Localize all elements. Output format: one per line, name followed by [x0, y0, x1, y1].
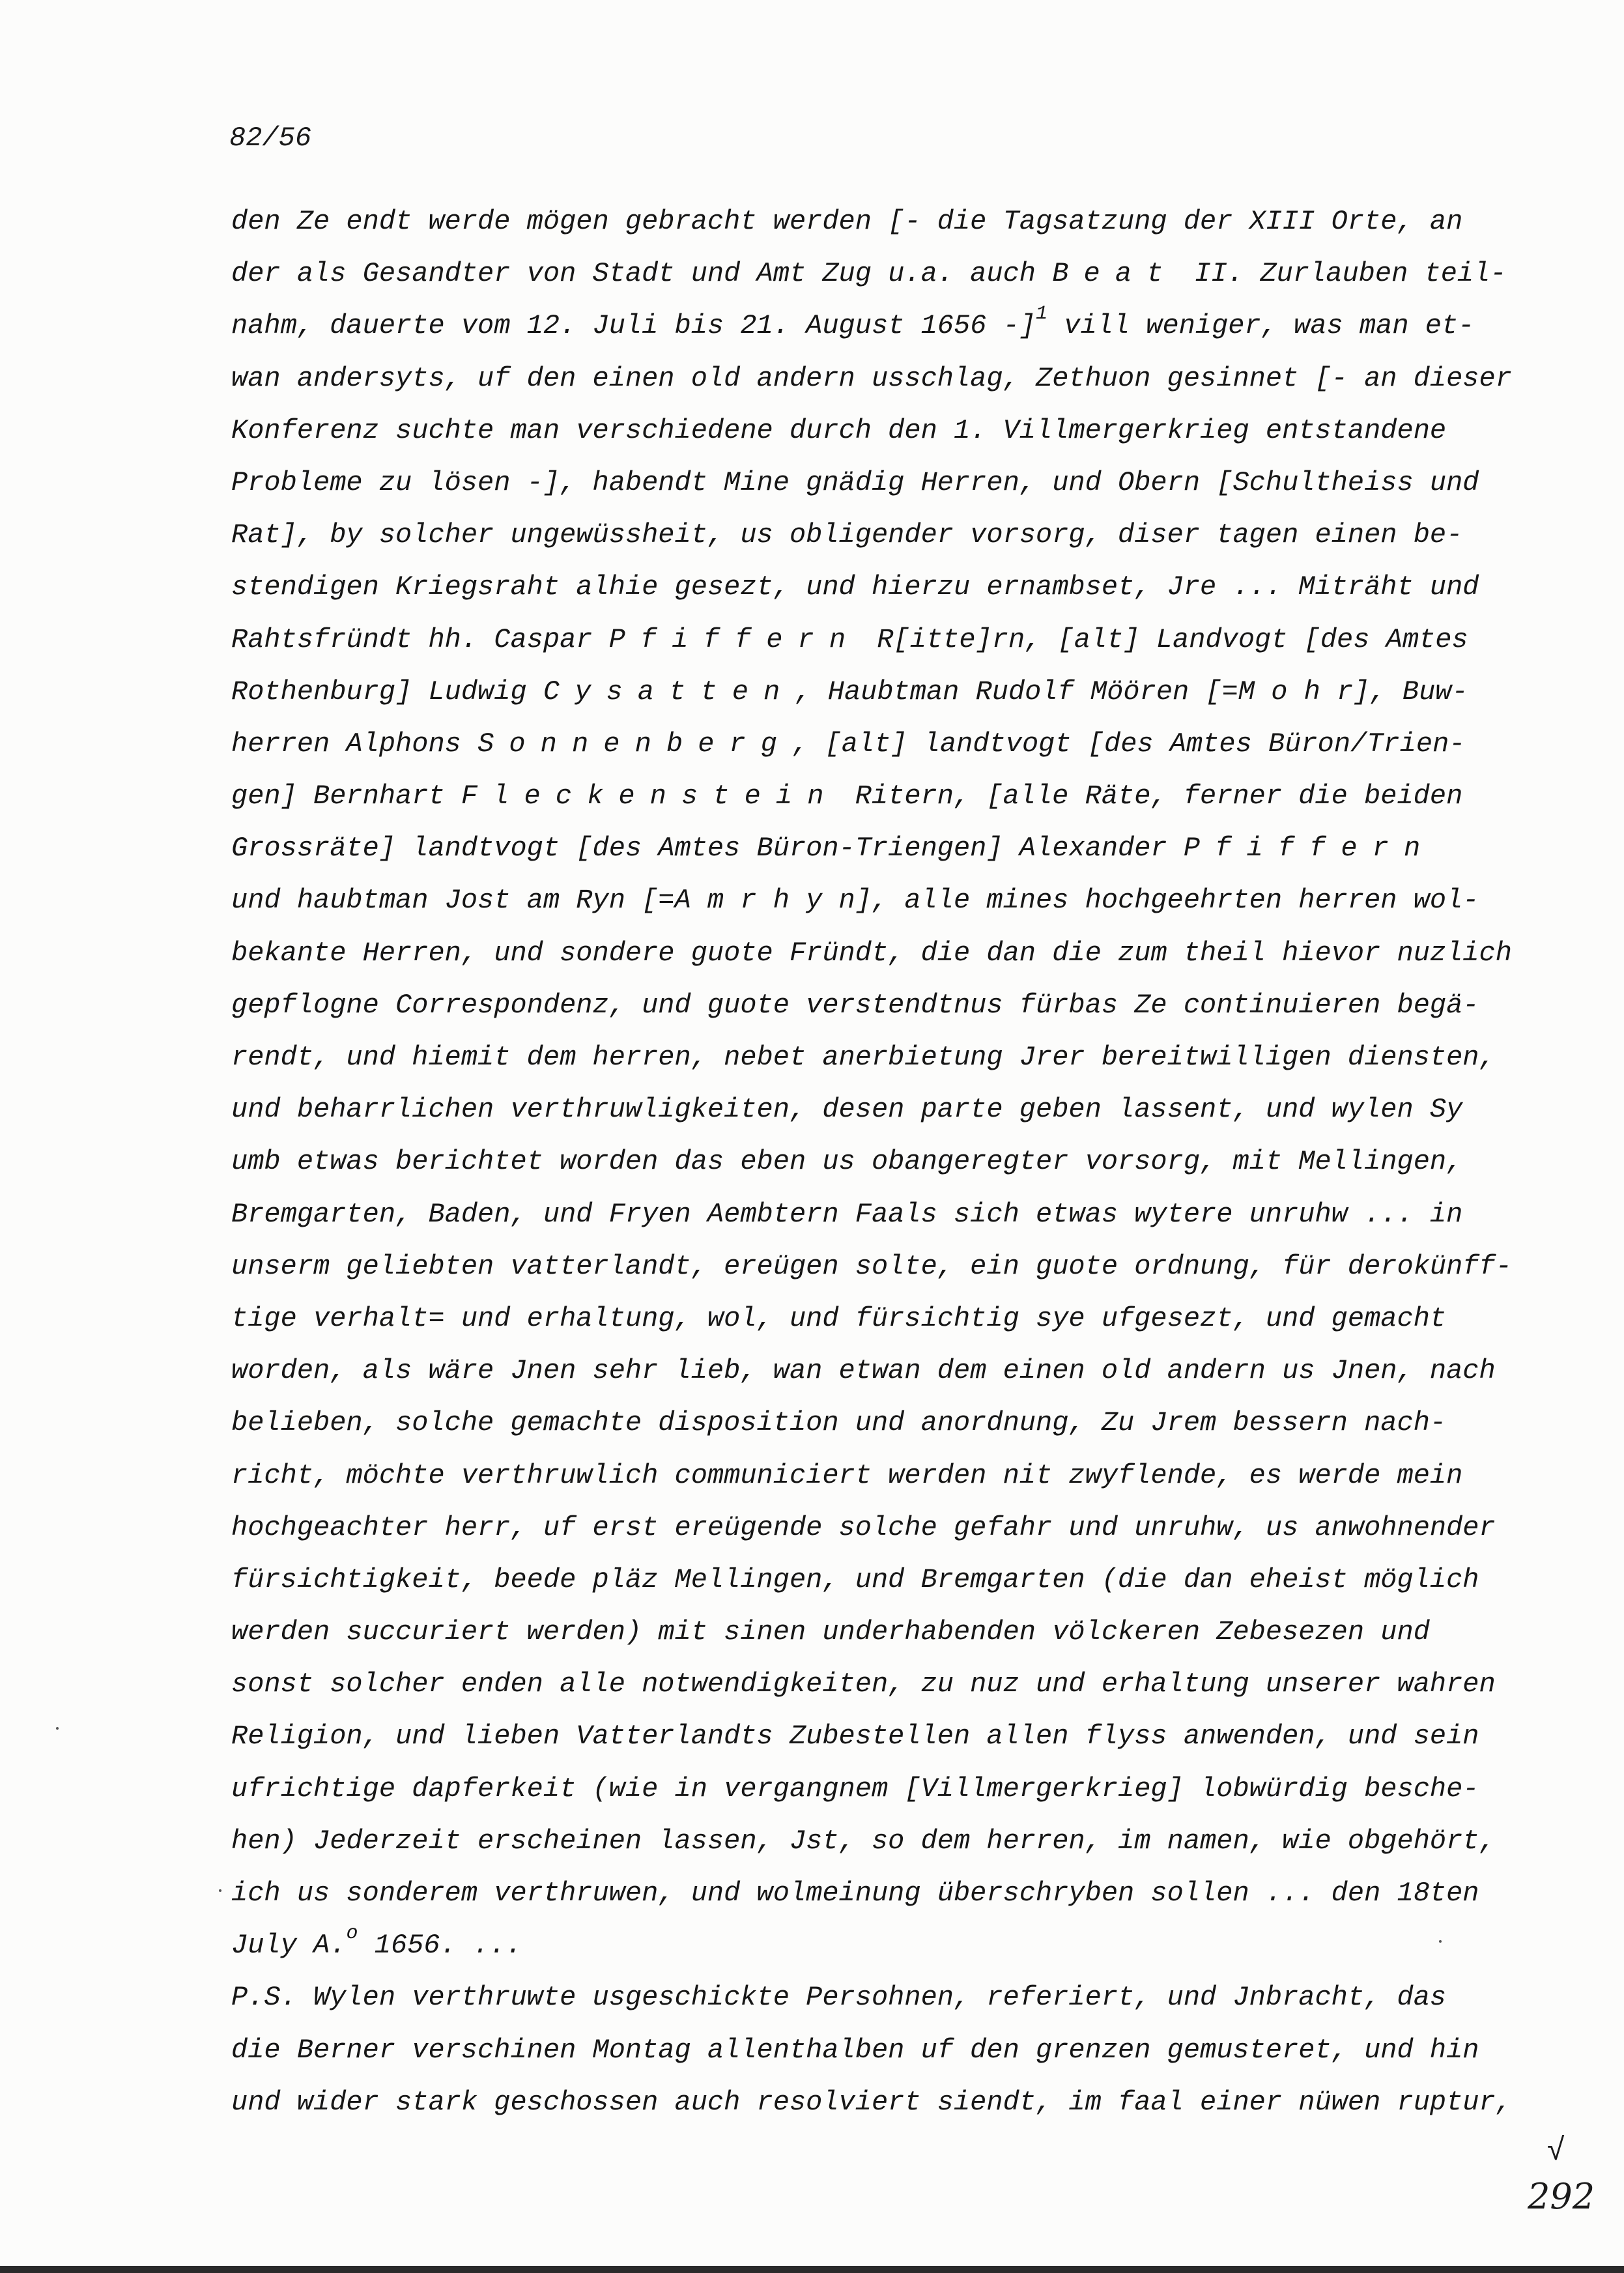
text-segment: stendigen Kriegsraht alhie gesezt, und hierzu ernambset, Jre ... Miträht und — [231, 571, 1479, 603]
text-segment: wan andersyts, uf den einen old andern usschlag, Zethuon gesinnet [- an dieser — [231, 362, 1512, 394]
text-line — [231, 457, 1547, 509]
scan-edge — [0, 2266, 1624, 2273]
text-segment: der als Gesandter von Stadt und Amt Zug u.a. auch — [231, 258, 1053, 290]
text-segment: Rothenburg] Ludwig — [231, 676, 543, 708]
text-line — [231, 509, 1547, 561]
text-line — [231, 874, 1547, 926]
superscript: o — [346, 1923, 358, 1945]
text-line — [231, 1188, 1547, 1240]
text-segment: gen] Bernhart — [231, 780, 461, 812]
text-segment: und wider stark geschossen auch resolviert siendt, im faal einer nüwen ruptur, — [231, 2086, 1512, 2118]
text-line — [231, 1606, 1547, 1658]
text-segment: Konferenz suchte man verschiedene durch den 1. Villmergerkrieg entstandene — [231, 414, 1447, 446]
handwritten-page-number: 292 — [1528, 2176, 1595, 2217]
text-line — [231, 405, 1547, 457]
text-line — [231, 1658, 1547, 1710]
scan-speck — [1439, 1940, 1442, 1943]
text-line — [231, 352, 1547, 405]
text-line — [231, 1293, 1547, 1345]
text-segment: July A. — [231, 1930, 347, 1962]
text-segment: Rahtsfründt hh. Caspar — [231, 623, 609, 655]
text-segment: unserm geliebten vatterlandt, ereügen solte, ein guote ordnung, für derokünff- — [231, 1250, 1512, 1282]
text-segment: Grossräte] landtvogt [des Amtes Büron-Triengen] Alexander — [231, 833, 1184, 865]
text-segment: Rat], by solcher ungewüssheit, us obligender vorsorg, diser tagen einen be- — [231, 519, 1463, 551]
text-segment: den Ze endt werde mögen gebracht werden [- die Tagsatzung der XIII Orte, an — [231, 206, 1463, 237]
text-segment: worden, als wäre Jnen sehr lieb, wan etwan dem einen old andern us Jnen, nach — [231, 1355, 1496, 1387]
text-line — [231, 300, 1547, 352]
text-segment: Probleme zu lösen -], habendt Mine gnädig Herren, und Obern [Schultheiss und — [231, 466, 1479, 498]
text-segment: umb etwas berichtet worden das eben us obangeregter vorsorg, mit Mellingen, — [231, 1146, 1463, 1178]
text-line — [231, 1450, 1547, 1502]
text-segment: und haubtman Jost am Ryn [=A m r h y n], alle mines hochgeehrten herren wol- — [231, 885, 1479, 917]
text-line — [231, 1867, 1547, 1919]
scan-speck — [56, 1727, 59, 1730]
text-line — [231, 1031, 1547, 1083]
text-line — [231, 1971, 1547, 2023]
text-line — [231, 1919, 1547, 1971]
text-segment: II. Zurlauben teil- — [1178, 258, 1507, 290]
text-line — [231, 1815, 1547, 1867]
text-segment: Ritern, [alle Räte, ferner die beiden — [838, 780, 1463, 812]
text-segment: gepflogne Correspondenz, und guote verstendtnus fürbas Ze continuieren begä- — [231, 989, 1479, 1021]
text-line — [231, 1136, 1547, 1188]
text-segment: sonst solcher enden alle notwendigkeiten, zu nuz und erhaltung unserer wahren — [231, 1668, 1496, 1700]
check-mark: √ — [1547, 2132, 1565, 2167]
text-line — [231, 1083, 1547, 1136]
text-line — [231, 666, 1547, 718]
text-segment: und beharrlichen verthruwligkeiten, desen parte geben lassent, und wylen Sy — [231, 1094, 1463, 1126]
text-segment: vill weniger, was man et- — [1047, 310, 1475, 342]
text-segment: tige verhalt= und erhaltung, wol, und fürsichtig sye ufgesezt, und gemacht — [231, 1302, 1447, 1334]
spaced-name: Pfiffern — [608, 623, 861, 655]
text-segment: ich us sonderem verthruwen, und wolmeinung überschryben sollen ... den 18ten — [231, 1878, 1479, 1909]
text-segment: herren Alphons — [231, 728, 478, 760]
spaced-name: Sonnenberg — [477, 728, 793, 760]
text-line — [231, 927, 1547, 979]
text-segment: richt, möchte verthruwlich communiciert werden nit zwyflende, es werde mein — [231, 1459, 1463, 1491]
spaced-name: Pfiffern — [1183, 833, 1436, 865]
text-segment: 1656. ... — [358, 1930, 522, 1962]
text-segment: , Haubtman Rudolf Möören [=M o h r], Buw- — [795, 676, 1468, 708]
text-segment: hochgeachter herr, uf erst ereügende solche gefahr und unruhw, us anwohnender — [231, 1511, 1496, 1543]
text-line — [231, 2076, 1547, 2128]
text-line — [231, 614, 1547, 666]
text-line — [231, 822, 1547, 874]
text-line — [231, 1710, 1547, 1762]
text-line — [231, 1345, 1547, 1397]
text-segment: nahm, dauerte vom 12. Juli bis 21. August 1656 -] — [231, 310, 1036, 342]
text-line — [231, 2024, 1547, 2076]
text-segment: P.S. Wylen verthruwte usgeschickte Persohnen, referiert, und Jnbracht, das — [231, 1982, 1447, 2014]
text-line — [231, 1397, 1547, 1449]
text-segment: Religion, und lieben Vatterlandts Zubestellen allen flyss anwenden, und sein — [231, 1721, 1479, 1752]
text-line — [231, 195, 1547, 248]
text-line — [231, 1240, 1547, 1293]
text-segment: , [alt] landtvogt [des Amtes Büron/Trien- — [792, 728, 1466, 760]
page-reference: 82/56 — [229, 122, 312, 154]
spaced-name: Beat — [1052, 258, 1178, 290]
text-segment: bekante Herren, und sondere guote Fründt, die dan die zum theil hievor nuzlich — [231, 937, 1512, 969]
text-segment: belieben, solche gemachte disposition und anordnung, Zu Jrem bessern nach- — [231, 1407, 1447, 1439]
spaced-name: Fleckenstein — [461, 780, 839, 812]
text-segment: Bremgarten, Baden, und Fryen Aembtern Faals sich etwas wytere unruhw ... in — [231, 1198, 1463, 1230]
text-segment: rendt, und hiemit dem herren, nebet anerbietung Jrer bereitwilligen diensten, — [231, 1042, 1496, 1073]
text-line — [231, 561, 1547, 613]
text-segment: fürsichtigkeit, beede pläz Mellingen, und Bremgarten (die dan eheist möglich — [231, 1564, 1479, 1595]
text-line — [231, 770, 1547, 822]
text-segment: werden succuriert werden) mit sinen underhabenden völckeren Zebesezen und — [231, 1616, 1430, 1648]
text-segment: hen) Jederzeit erscheinen lassen, Jst, so dem herren, im namen, wie obgehört, — [231, 1825, 1496, 1857]
text-line — [231, 979, 1547, 1031]
text-segment: R[itte]rn, [alt] Landvogt [des Amtes — [861, 623, 1468, 655]
text-line — [231, 1763, 1547, 1815]
text-line — [231, 1502, 1547, 1554]
text-segment: ufrichtige dapferkeit (wie in vergangnem [Villmergerkrieg] lobwürdig besche- — [231, 1773, 1479, 1805]
text-line — [231, 248, 1547, 300]
transcription-body — [231, 195, 1547, 2128]
superscript: 1 — [1036, 303, 1048, 326]
scan-speck — [219, 1889, 221, 1892]
text-segment: die Berner verschinen Montag allenthalben uf den grenzen gemusteret, und hin — [231, 2034, 1479, 2066]
text-line — [231, 1554, 1547, 1606]
spaced-name: Cysatten — [543, 676, 795, 708]
text-line — [231, 718, 1547, 770]
